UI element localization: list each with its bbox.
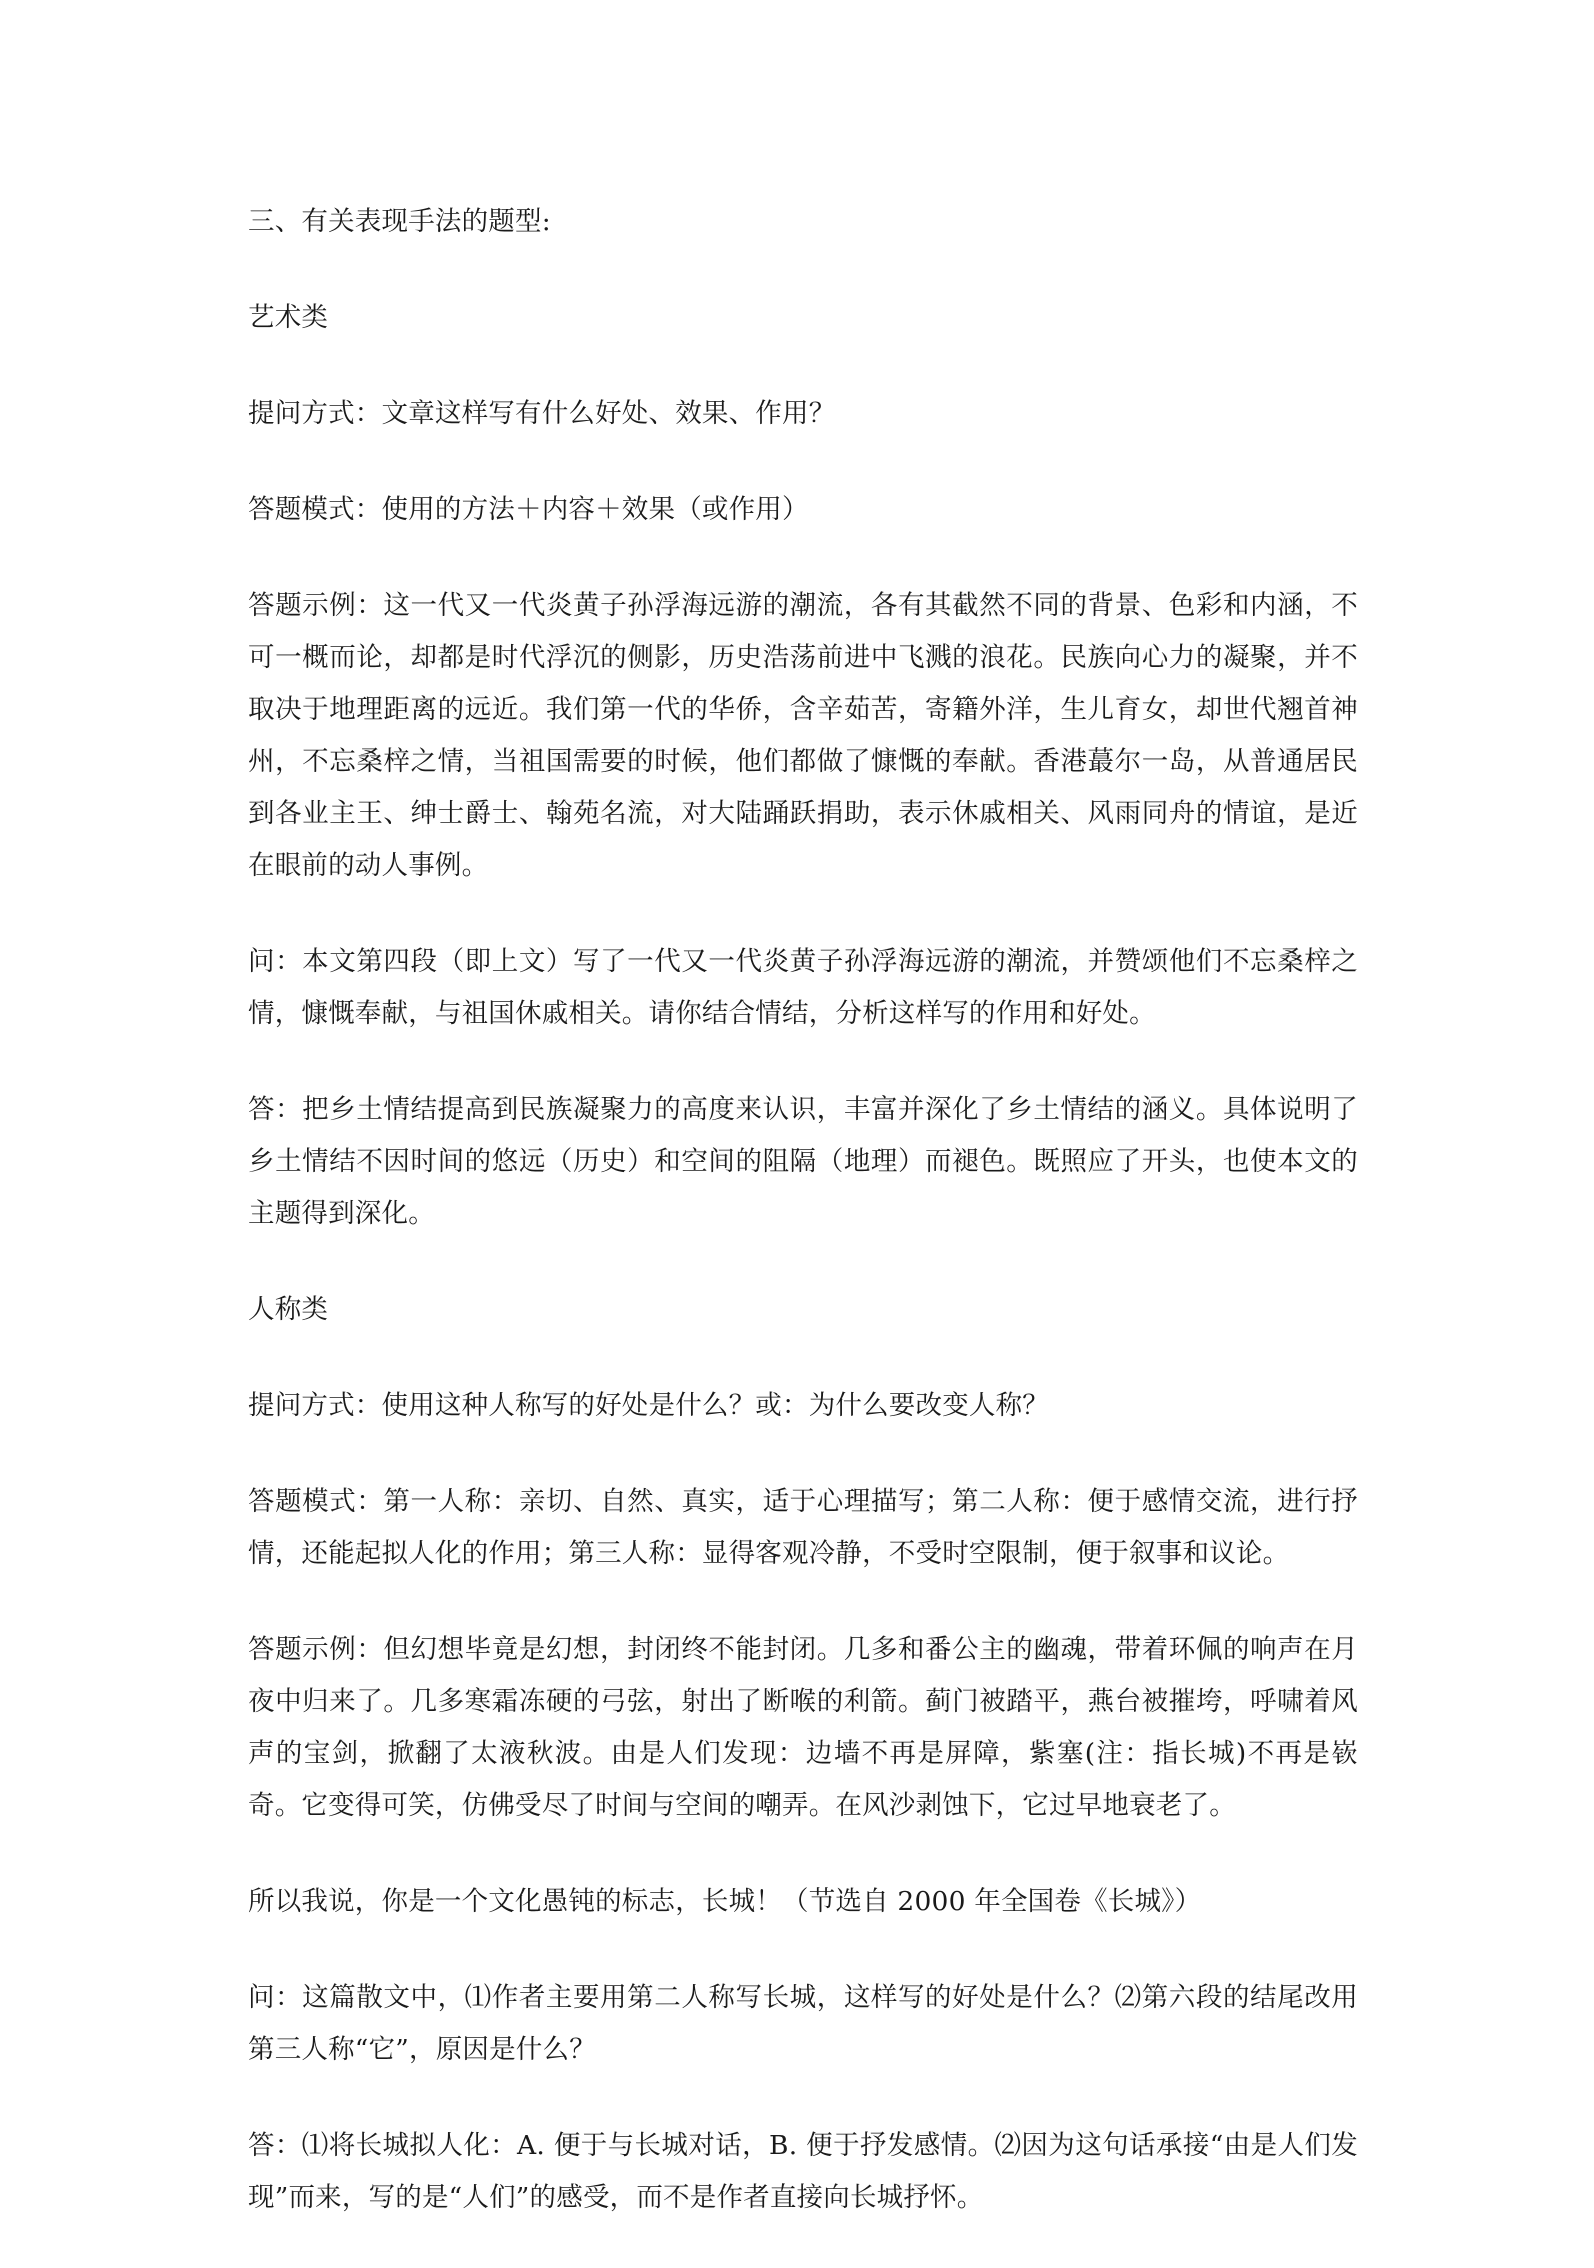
art-example: 答题示例：这一代又一代炎黄子孙浮海远游的潮流，各有其截然不同的背景、色彩和内涵，不可一概而论，却都是时代浮沉的侧影，历史浩荡前进中飞溅的浪花。民族向心力的凝聚，并不取决于地理距离的远近。我们第一代的华侨，含辛茹苦，寄籍外洋，生儿育女，却世代翘首神州，不忘桑梓之情，当祖国需要的时候，他们都做了慷慨的奉献。香港蕞尔一岛，从普通居民到各业主王、绅士爵士、翰苑名流，对大陆踊跃捐助，表示休戚相关、风雨同舟的情谊，是近在眼前的动人事例。 — [248, 590, 1358, 881]
person-conclusion: 所以我说，你是一个文化愚钝的标志，长城！（节选自 2000 年全国卷《长城》） — [248, 1886, 1202, 1917]
person-question: 问：这篇散文中，⑴作者主要用第二人称写长城，这样写的好处是什么？⑵第六段的结尾改用第三人称“它”，原因是什么？ — [248, 1982, 1358, 2065]
art-answer-mode: 答题模式：使用的方法＋内容＋效果（或作用） — [248, 494, 809, 525]
person-question-form: 提问方式：使用这种人称写的好处是什么？或：为什么要改变人称？ — [248, 1390, 1049, 1421]
person-answer: 答：⑴将长城拟人化：A. 便于与长城对话，B. 便于抒发感情。⑵因为这句话承接“由是人们发现”而来，写的是“人们”的感受，而不是作者直接向长城抒怀。 — [248, 2130, 1358, 2213]
section-title: 三、有关表现手法的题型: — [248, 206, 551, 237]
art-question: 问：本文第四段（即上文）写了一代又一代炎黄子孙浮海远游的潮流，并赞颂他们不忘桑梓之情，慷慨奉献，与祖国休戚相关。请你结合情结，分析这样写的作用和好处。 — [248, 946, 1358, 1029]
art-category-heading: 艺术类 — [248, 302, 329, 333]
art-answer: 答：把乡土情结提高到民族凝聚力的高度来认识，丰富并深化了乡土情结的涵义。具体说明了乡土情结不因时间的悠远（历史）和空间的阻隔（地理）而褪色。既照应了开头，也使本文的主题得到深化。 — [248, 1094, 1358, 1229]
document-page — [248, 196, 1358, 2268]
art-question-form: 提问方式：文章这样写有什么好处、效果、作用？ — [248, 398, 836, 429]
person-answer-mode: 答题模式：第一人称：亲切、自然、真实，适于心理描写；第二人称：便于感情交流，进行抒情，还能起拟人化的作用；第三人称：显得客观冷静，不受时空限制，便于叙事和议论。 — [248, 1486, 1358, 1569]
person-example: 答题示例：但幻想毕竟是幻想，封闭终不能封闭。几多和番公主的幽魂，带着环佩的响声在月夜中归来了。几多寒霜冻硬的弓弦，射出了断喉的利箭。蓟门被踏平，燕台被摧垮，呼啸着风声的宝剑，掀翻了太液秋波。由是人们发现：边墙不再是屏障，紫塞(注：指长城)不再是嵚奇。它变得可笑，仿佛受尽了时间与空间的嘲弄。在风沙剥蚀下，它过早地衰老了。 — [248, 1634, 1358, 1821]
person-category-heading: 人称类 — [248, 1294, 329, 1325]
